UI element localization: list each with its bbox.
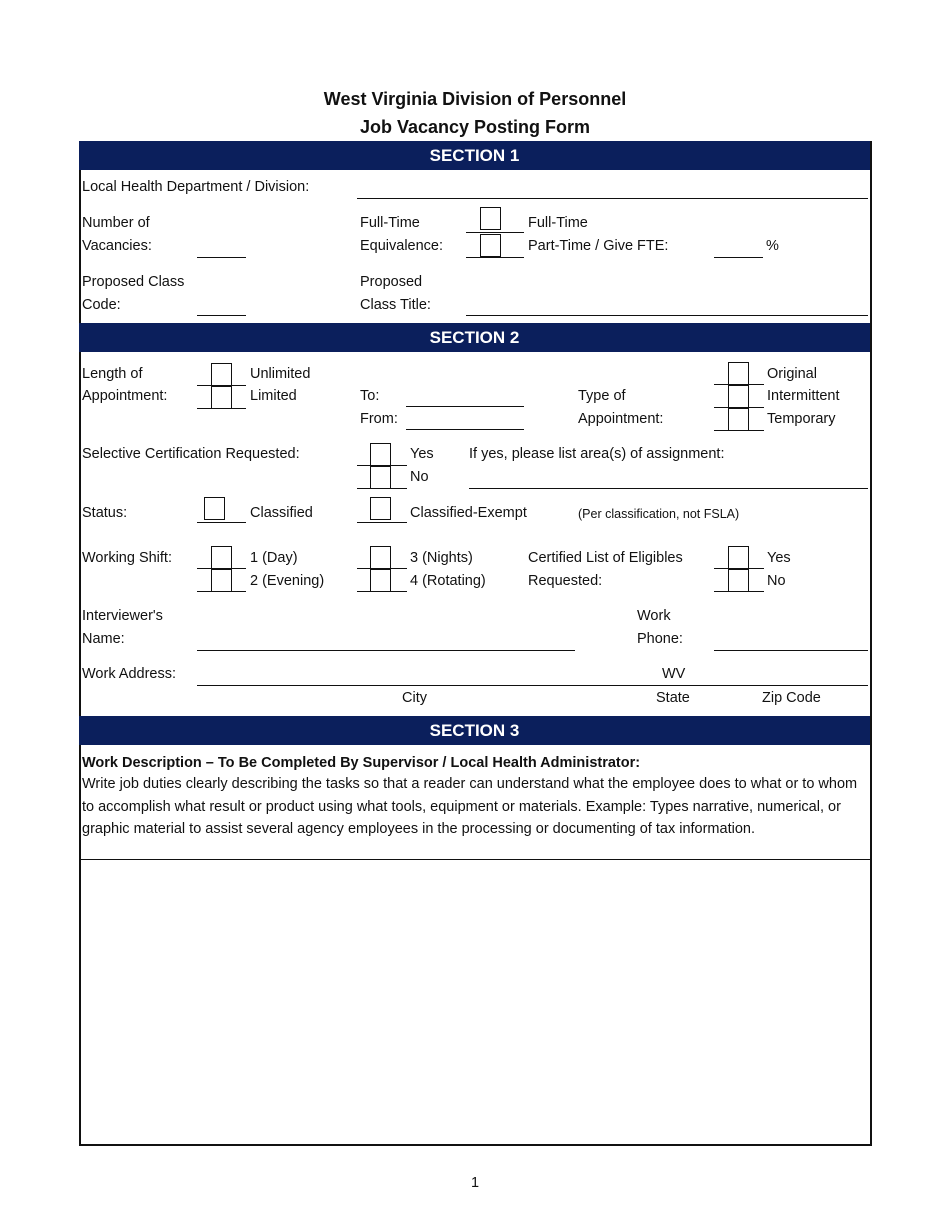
- temporary-option: Temporary: [767, 411, 836, 427]
- state-value: WV: [662, 666, 686, 682]
- type-divider-line-2: [714, 407, 764, 408]
- type-label-2: Appointment:: [578, 411, 664, 427]
- section3-header: SECTION 3: [79, 716, 870, 745]
- shift-divider-line-a: [197, 568, 246, 569]
- work-phone-input-line[interactable]: [714, 650, 868, 651]
- type-label-1: Type of: [578, 388, 626, 404]
- work-description-body: Write job duties clearly describing the tasks so that a reader can understand what the employee does to what or to whom to accomplish what result or product using what tools, equipment or materials. Example: Types narrative, numerical, or graphic material to assist several agency employees in the processing or documenting of tax information.: [82, 776, 858, 837]
- unlimited-option: Unlimited: [250, 366, 311, 382]
- original-option: Original: [767, 366, 817, 382]
- selective-no-option: No: [410, 469, 429, 485]
- form-title-line1: West Virginia Division of Personnel: [323, 89, 627, 109]
- description-divider: [79, 859, 870, 860]
- classified-checkbox[interactable]: [204, 497, 225, 520]
- original-checkbox[interactable]: [728, 362, 749, 385]
- shift-bottom-line-a: [197, 591, 246, 592]
- limited-checkbox[interactable]: [211, 386, 232, 409]
- intermittent-checkbox[interactable]: [728, 385, 749, 408]
- section2-header: SECTION 2: [79, 323, 870, 352]
- class-title-label-1: Proposed: [360, 274, 423, 290]
- shift3-checkbox[interactable]: [370, 546, 391, 569]
- intermittent-option: Intermittent: [767, 388, 840, 404]
- fulltime-option: Full-Time: [528, 215, 588, 231]
- from-date-input-line[interactable]: [406, 429, 524, 430]
- shift4-option: 4 (Rotating): [410, 573, 486, 589]
- zip-caption: Zip Code: [762, 690, 821, 706]
- selective-label: Selective Certification Requested:: [82, 446, 300, 462]
- shift2-option: 2 (Evening): [250, 573, 325, 589]
- certified-label-1: Certified List of Eligibles: [528, 550, 683, 566]
- certified-yes-option: Yes: [767, 550, 791, 566]
- work-description-heading: Work Description – To Be Completed By Supervisor / Local Health Administrator:: [82, 755, 641, 771]
- to-label: To:: [360, 388, 380, 404]
- city-caption: City: [402, 690, 427, 706]
- shift-bottom-line-b: [357, 591, 407, 592]
- parttime-checkbox[interactable]: [480, 234, 501, 257]
- length-label-2: Appointment:: [82, 388, 168, 404]
- classified-exempt-line: [357, 522, 407, 523]
- status-label: Status:: [82, 505, 128, 521]
- interviewer-label-2: Name:: [82, 631, 125, 647]
- work-phone-label-2: Phone:: [637, 631, 683, 647]
- limited-option: Limited: [250, 388, 297, 404]
- assignment-area-input-line[interactable]: [469, 488, 868, 489]
- form-title-line2: Job Vacancy Posting Form: [359, 117, 591, 137]
- address-input-line[interactable]: [197, 685, 868, 686]
- vacancies-label-1: Number of: [82, 215, 150, 231]
- work-description-textarea[interactable]: [81, 861, 868, 1142]
- classified-line: [197, 522, 246, 523]
- certified-bottom-line: [714, 591, 764, 592]
- type-bottom-line: [714, 430, 764, 431]
- length-divider-line: [197, 385, 246, 386]
- selective-no-checkbox[interactable]: [370, 466, 391, 489]
- class-title-label-2: Class Title:: [360, 297, 431, 313]
- selective-divider-line: [357, 465, 407, 466]
- lhd-input-line[interactable]: [357, 198, 868, 199]
- vacancies-label-2: Vacancies:: [82, 238, 152, 254]
- classified-exempt-checkbox[interactable]: [370, 497, 391, 520]
- certified-no-checkbox[interactable]: [728, 569, 749, 592]
- class-code-input-line[interactable]: [197, 315, 246, 316]
- interviewer-label-1: Interviewer's: [82, 608, 163, 624]
- selective-bottom-line: [357, 488, 407, 489]
- shift-divider-line-b: [357, 568, 407, 569]
- shift1-checkbox[interactable]: [211, 546, 232, 569]
- class-code-label-1: Proposed Class: [82, 274, 185, 290]
- certified-no-option: No: [767, 573, 786, 589]
- to-date-input-line[interactable]: [406, 406, 524, 407]
- certified-label-2: Requested:: [528, 573, 603, 589]
- shift4-checkbox[interactable]: [370, 569, 391, 592]
- class-code-label-2: Code:: [82, 297, 121, 313]
- fulltime-checkbox[interactable]: [480, 207, 501, 230]
- selective-yes-option: Yes: [410, 446, 434, 462]
- length-label-1: Length of: [82, 366, 143, 382]
- from-label: From:: [360, 411, 398, 427]
- shift-label: Working Shift:: [82, 550, 172, 566]
- unlimited-checkbox[interactable]: [211, 363, 232, 386]
- address-label: Work Address:: [82, 666, 177, 682]
- classified-exempt-option: Classified-Exempt: [410, 505, 527, 521]
- vacancies-input-line[interactable]: [197, 257, 246, 258]
- shift1-option: 1 (Day): [250, 550, 298, 566]
- selective-yes-checkbox[interactable]: [370, 443, 391, 466]
- parttime-option: Part-Time / Give FTE:: [528, 238, 669, 254]
- certified-divider-line: [714, 568, 764, 569]
- fte-divider-line: [466, 232, 524, 233]
- classified-option: Classified: [250, 505, 313, 521]
- work-phone-label-1: Work: [637, 608, 671, 624]
- shift3-option: 3 (Nights): [410, 550, 473, 566]
- type-divider-line-1: [714, 384, 764, 385]
- fte-percent-input-line[interactable]: [714, 257, 763, 258]
- if-yes-label: If yes, please list area(s) of assignment:: [469, 446, 725, 462]
- length-bottom-line: [197, 408, 246, 409]
- page-number: 1: [470, 1175, 480, 1191]
- certified-yes-checkbox[interactable]: [728, 546, 749, 569]
- section1-header: SECTION 1: [79, 141, 870, 170]
- percent-sign: %: [766, 238, 779, 254]
- fte-bottom-line: [466, 257, 524, 258]
- lhd-label: Local Health Department / Division:: [82, 179, 310, 195]
- fte-label-2: Equivalence:: [360, 238, 444, 254]
- interviewer-name-input-line[interactable]: [197, 650, 575, 651]
- temporary-checkbox[interactable]: [728, 408, 749, 431]
- shift2-checkbox[interactable]: [211, 569, 232, 592]
- fte-label-1: Full-Time: [360, 215, 420, 231]
- state-caption: State: [656, 690, 690, 706]
- work-description-instructions: [82, 753, 867, 841]
- class-title-input-line[interactable]: [466, 315, 868, 316]
- per-classification-note: (Per classification, not FSLA): [578, 507, 740, 521]
